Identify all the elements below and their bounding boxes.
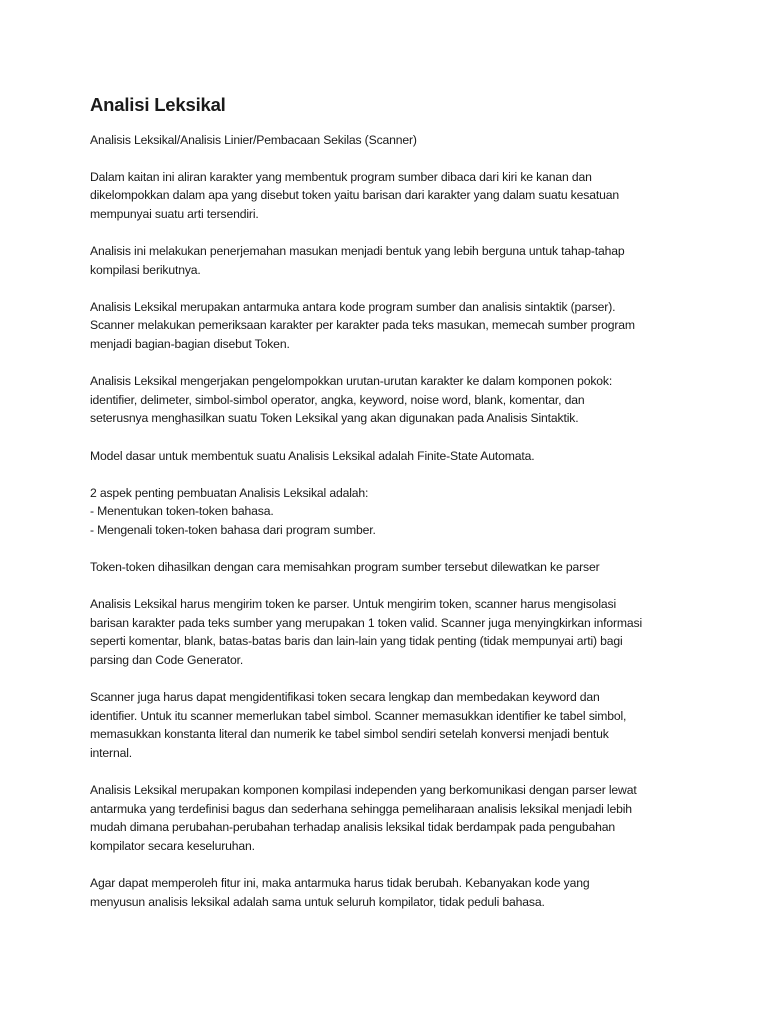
text-line: dikelompokkan dalam apa yang disebut token yaitu barisan dari karakter yang dalam suatu kesatuan [90, 188, 619, 203]
text-line: Token-token dihasilkan dengan cara memisahkan program sumber tersebut dilewatkan ke parser [90, 560, 600, 575]
document-subtitle: Analisis Leksikal/Analisis Linier/Pembacaan Sekilas (Scanner) [90, 133, 417, 147]
text-line: identifier. Untuk itu scanner memerlukan tabel simbol. Scanner memasukkan identifier ke tabel simbol, [90, 708, 627, 723]
text-line: seterusnya menghasilkan suatu Token Leksikal yang akan digunakan pada Analisis Sintaktik. [90, 411, 579, 426]
text-line: Analisis Leksikal mengerjakan pengelompokkan urutan-urutan karakter ke dalam komponen pokok: [90, 374, 613, 389]
list-item: - Menentukan token-token bahasa. [90, 504, 274, 519]
text-line: Analisis Leksikal merupakan antarmuka antara kode program sumber dan analisis sintaktik (parser). [90, 299, 616, 314]
text-line: Agar dapat memperoleh fitur ini, maka antarmuka harus tidak berubah. Kebanyakan kode yang [90, 876, 590, 891]
text-line: barisan karakter pada teks sumber yang merupakan 1 token valid. Scanner juga menyingkirkan informasi [90, 615, 643, 630]
paragraph [90, 595, 680, 669]
text-line: Analisis Leksikal harus mengirim token ke parser. Untuk mengirim token, scanner harus mengisolasi [90, 597, 617, 612]
text-line: Scanner juga harus dapat mengidentifikasi token secara lengkap dan membedakan keyword dan [90, 690, 600, 705]
text-line: internal. [90, 746, 133, 760]
paragraph [90, 372, 680, 428]
text-line: Scanner melakukan pemeriksaan karakter per karakter pada teks masukan, memecah sumber program [90, 318, 635, 333]
text-line: mempunyai suatu arti tersendiri. [90, 206, 259, 221]
document-body [90, 94, 680, 930]
text-line: antarmuka yang terdefinisi bagus dan sederhana sehingga pemeliharaan analisis leksikal menjadi lebih [90, 801, 632, 816]
text-line: kompilator secara keseluruhan. [90, 838, 255, 853]
text-line: kompilasi berikutnya. [90, 262, 201, 277]
text-line: parsing dan Code Generator. [90, 653, 244, 668]
text-line: 2 aspek penting pembuatan Analisis Leksikal adalah: [90, 485, 369, 500]
text-line: memasukkan konstanta literal dan numerik ke tabel simbol sendiri setelah konversi menjadi bentuk [90, 727, 609, 742]
paragraph [90, 168, 680, 224]
text-line: Analisis ini melakukan penerjemahan masukan menjadi bentuk yang lebih berguna untuk tahap-tahap [90, 243, 625, 258]
paragraph [90, 874, 680, 911]
text-line: mudah dimana perubahan-perubahan terhadap analisis leksikal tidak berdampak pada pengubahan [90, 820, 616, 835]
paragraph [90, 558, 680, 577]
text-line: Analisis Leksikal merupakan komponen kompilasi independen yang berkomunikasi dengan parser lewat [90, 783, 637, 798]
paragraph [90, 298, 680, 354]
text-line: menjadi bagian-bagian disebut Token. [90, 336, 290, 351]
text-line: menyusun analisis leksikal adalah sama untuk seluruh kompilator, tidak peduli bahasa. [90, 894, 545, 909]
text-line: Model dasar untuk membentuk suatu Analisis Leksikal adalah Finite-State Automata. [90, 448, 535, 463]
list-item: - Mengenali token-token bahasa dari program sumber. [90, 522, 376, 537]
text-line: Dalam kaitan ini aliran karakter yang membentuk program sumber dibaca dari kiri ke kanan dan [90, 169, 592, 184]
document-title: Analisi Leksikal [90, 94, 226, 115]
paragraph [90, 447, 680, 466]
paragraph [90, 484, 680, 540]
text-line: identifier, delimeter, simbol-simbol operator, angka, keyword, noise word, blank, komentar, dan [90, 392, 585, 407]
paragraph [90, 242, 680, 279]
paragraph [90, 781, 680, 855]
paragraph [90, 688, 680, 762]
text-line: seperti komentar, blank, batas-batas baris dan lain-lain yang tidak penting (tidak mempunyai arti) bagi [90, 634, 623, 649]
